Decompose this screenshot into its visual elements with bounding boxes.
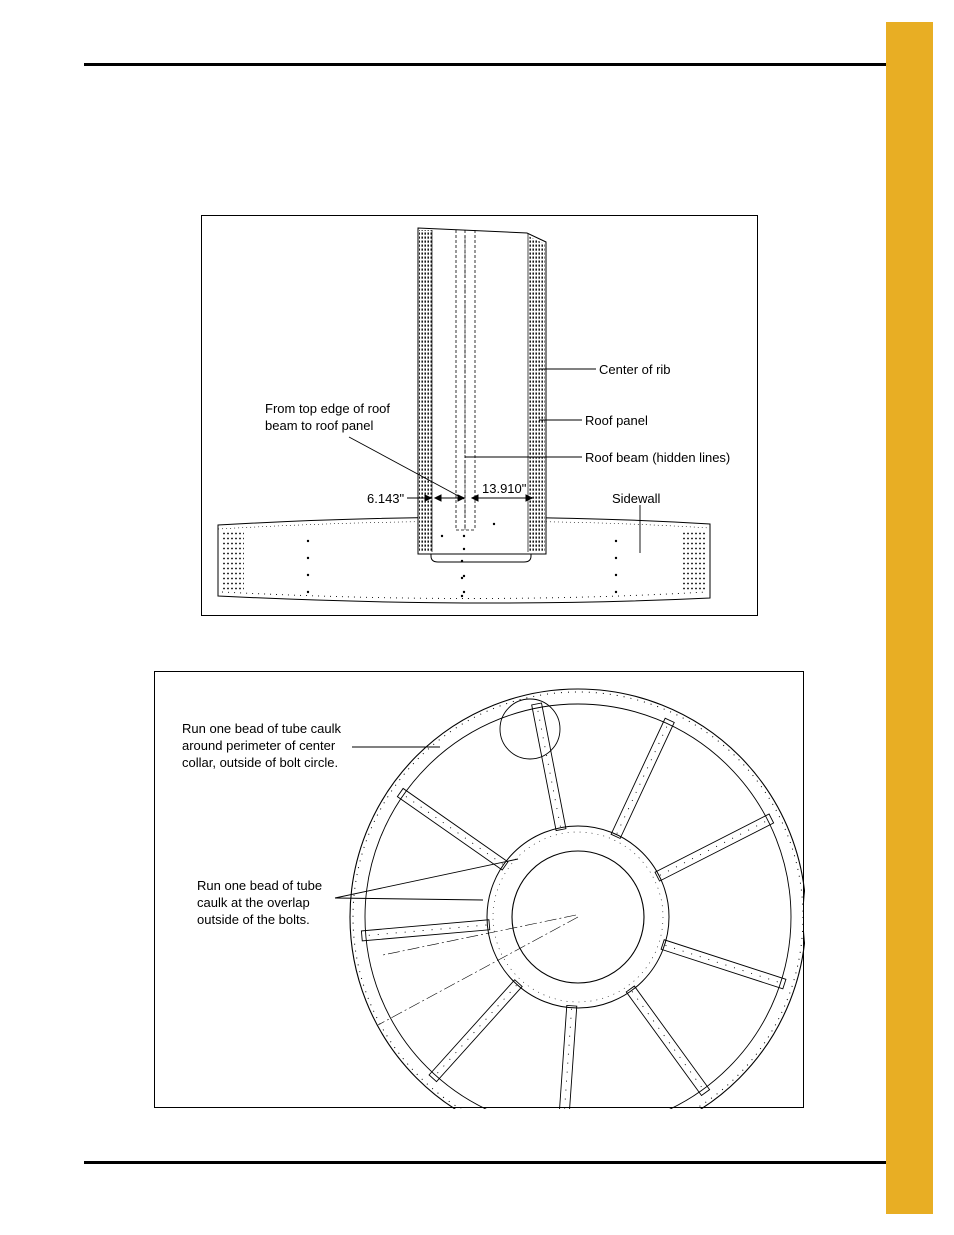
caulk-overlap-text-1: Run one bead of tube bbox=[197, 878, 323, 893]
caulk-perimeter-text-1: Run one bead of tube caulk bbox=[182, 721, 342, 736]
header-rule bbox=[84, 63, 926, 66]
label-from-top-edge-1: From top edge of roof bbox=[265, 401, 391, 416]
figure-roof-beam-detail bbox=[201, 215, 758, 616]
caulk-perimeter-text-2: around perimeter of center bbox=[182, 738, 336, 753]
dim-right: 13.910" bbox=[482, 481, 527, 496]
label-roof-beam: Roof beam (hidden lines) bbox=[585, 450, 731, 465]
section-tab bbox=[886, 22, 933, 1214]
figure-center-collar-caulk bbox=[154, 671, 804, 1108]
caulk-overlap-text-2: caulk at the overlap bbox=[197, 895, 310, 910]
footer-rule bbox=[84, 1161, 926, 1164]
label-from-top-edge-2: beam to roof panel bbox=[265, 418, 374, 433]
roof-panel-outline bbox=[418, 228, 546, 554]
label-center-of-rib: Center of rib bbox=[599, 362, 671, 377]
caulk-perimeter-text-3: collar, outside of bolt circle. bbox=[182, 755, 339, 770]
caulk-leader-lines bbox=[335, 747, 518, 900]
label-roof-panel: Roof panel bbox=[585, 413, 648, 428]
caulk-overlap-text-3: outside of the bolts. bbox=[197, 912, 310, 927]
center-collar-drawing bbox=[155, 672, 805, 1109]
label-sidewall: Sidewall bbox=[612, 491, 661, 506]
dim-left: 6.143" bbox=[367, 491, 405, 506]
roof-beam-drawing bbox=[202, 216, 759, 617]
detail-callout-circle bbox=[500, 699, 560, 759]
